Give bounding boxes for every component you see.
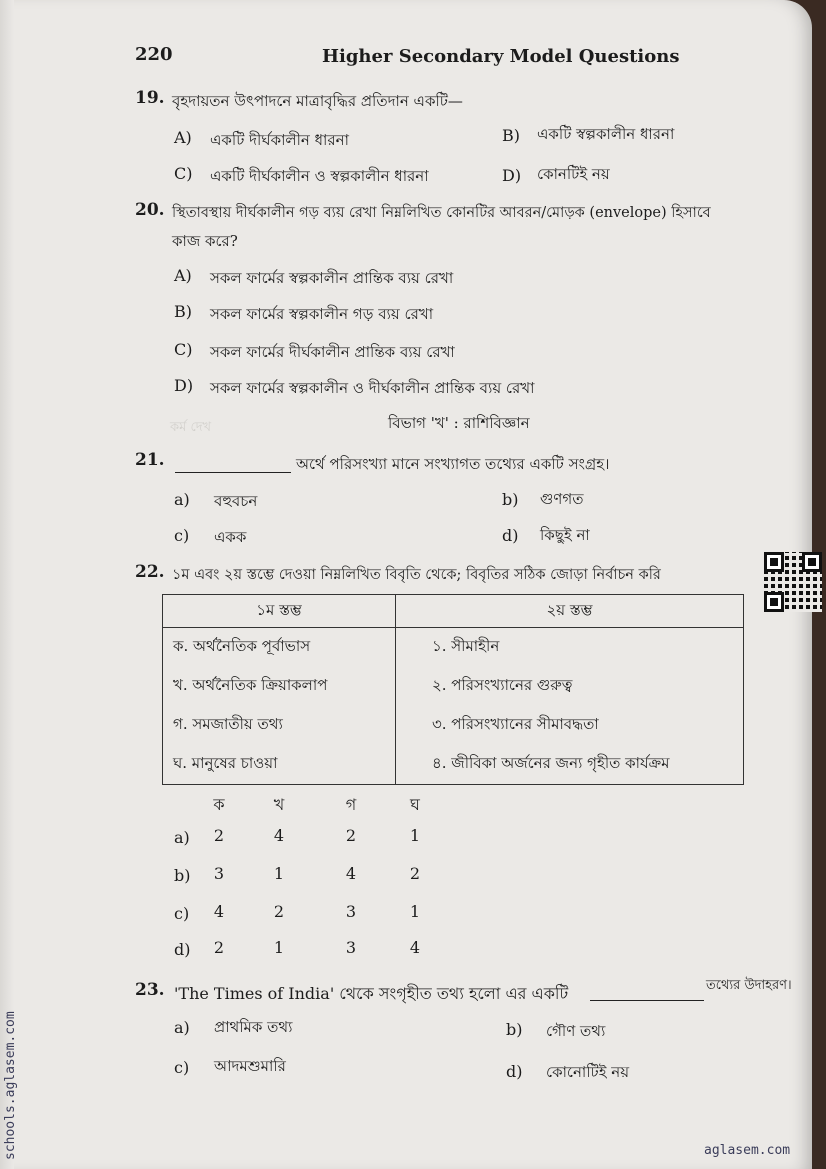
option-text: একটি দীর্ঘকালীন ধারনা xyxy=(210,131,349,149)
question-text: স্থিতাবস্থায় দীর্ঘকালীন গড় ব্যয় রেখা নিম্নলিখিত কোনটির আবরন/মোড়ক (envelope) হিসাবে xyxy=(172,205,711,221)
answer-value: 1 xyxy=(409,902,421,921)
answer-value: 2 xyxy=(213,938,225,957)
question-number: 20. xyxy=(135,200,165,220)
answer-value: 4 xyxy=(273,826,285,845)
answer-value: 4 xyxy=(345,864,357,883)
page-gutter xyxy=(0,0,14,1169)
option-text: গৌণ তথ্য xyxy=(546,1022,606,1040)
option-label: B) xyxy=(174,302,192,321)
option-text: সকল ফার্মের স্বল্পকালীন প্রান্তিক ব্যয় রেখা xyxy=(210,269,454,287)
option-label: d) xyxy=(506,1062,523,1081)
option-label: B) xyxy=(502,126,520,145)
option-text: সকল ফার্মের দীর্ঘকালীন প্রান্তিক ব্যয় রেখা xyxy=(210,343,455,361)
column-header: ২য় স্তম্ভ xyxy=(396,595,744,628)
option-text: গুণগত xyxy=(540,490,584,508)
question-text: কাজ করে? xyxy=(172,232,238,250)
table-cell: ২. পরিসংখ্যানের গুরুত্ব xyxy=(396,667,744,706)
option-label: A) xyxy=(174,266,192,285)
answer-column-header: গ xyxy=(345,795,357,814)
question-text: তথ্যের উদাহরণ। xyxy=(706,978,792,993)
answer-column-header: ক xyxy=(213,795,225,814)
option-label: C) xyxy=(174,340,193,359)
answer-value: 1 xyxy=(273,864,285,883)
question-text: ১ম এবং ২য় স্তম্ভে দেওয়া নিম্নলিখিত বিবৃতি থেকে; বিবৃতির সঠিক জোড়া নির্বাচন করি xyxy=(172,567,661,583)
table-cell: গ. সমজাতীয় তথ্য xyxy=(163,706,396,745)
table-cell: ঘ. মানুষের চাওয়া xyxy=(163,745,396,785)
option-label: c) xyxy=(174,904,190,923)
answer-value: 3 xyxy=(345,902,357,921)
table-cell: খ. অর্থনৈতিক ক্রিয়াকলাপ xyxy=(163,667,396,706)
table-cell: ১. সীমাহীন xyxy=(396,628,744,668)
page-number: 220 xyxy=(135,44,173,65)
answer-value: 1 xyxy=(273,938,285,957)
option-label: D) xyxy=(502,166,522,185)
table-cell: ৪. জীবিকা অর্জনের জন্য গৃহীত কার্যক্রম xyxy=(396,745,744,785)
table-row xyxy=(163,745,744,785)
answer-value: 2 xyxy=(409,864,421,883)
option-text: বহুবচন xyxy=(214,492,258,510)
option-label: a) xyxy=(174,1018,190,1037)
question-number: 21. xyxy=(135,450,165,470)
option-text: কিছুই না xyxy=(540,526,590,544)
option-label: b) xyxy=(174,866,191,885)
option-label: b) xyxy=(506,1020,523,1039)
option-label: d) xyxy=(174,940,191,959)
table-cell: ৩. পরিসংখ্যানের সীমাবদ্ধতা xyxy=(396,706,744,745)
option-label: a) xyxy=(174,490,190,509)
watermark-bottom: aglasem.com xyxy=(704,1143,791,1158)
answer-value: 2 xyxy=(213,826,225,845)
option-label: C) xyxy=(174,164,193,183)
column-header: ১ম স্তম্ভ xyxy=(163,595,396,628)
option-text: কোনোটিই নয় xyxy=(546,1063,630,1081)
table-header-row xyxy=(163,595,744,628)
answer-value: 2 xyxy=(345,826,357,845)
fill-blank xyxy=(175,452,291,472)
table-row xyxy=(163,706,744,745)
option-label: c) xyxy=(174,526,190,545)
option-text: প্রাথমিক তথ্য xyxy=(214,1018,293,1036)
answer-value: 4 xyxy=(213,902,225,921)
option-text: একটি স্বল্পকালীন ধারনা xyxy=(537,125,675,143)
option-label: b) xyxy=(502,490,519,509)
table-row xyxy=(163,628,744,668)
answer-value: 3 xyxy=(345,938,357,957)
option-text: সকল ফার্মের স্বল্পকালীন ও দীর্ঘকালীন প্রান্তিক ব্যয় রেখা xyxy=(210,379,535,397)
running-header: Higher Secondary Model Questions xyxy=(322,46,680,67)
option-text: কোনটিই নয় xyxy=(537,165,610,183)
table-cell: ক. অর্থনৈতিক পূর্বাভাস xyxy=(163,628,396,668)
answer-column-header: খ xyxy=(273,795,285,814)
option-label: A) xyxy=(174,128,192,147)
option-text: একটি দীর্ঘকালীন ও স্বল্পকালীন ধারনা xyxy=(210,167,429,185)
option-label: a) xyxy=(174,828,190,847)
table-row xyxy=(163,667,744,706)
option-text: একক xyxy=(214,528,247,546)
answer-value: 3 xyxy=(213,864,225,883)
qr-code-icon[interactable] xyxy=(764,552,822,612)
question-text: 'The Times of India' থেকে সংগৃহীত তথ্য হলো এর একটি xyxy=(174,984,569,1003)
option-label: D) xyxy=(174,376,194,395)
option-text: আদমশুমারি xyxy=(214,1057,286,1075)
question-number: 22. xyxy=(135,562,165,582)
option-text: সকল ফার্মের স্বল্পকালীন গড় ব্যয় রেখা xyxy=(210,305,434,323)
bleed-through-text: কর্ম দেখ xyxy=(170,420,212,435)
answer-column-header: ঘ xyxy=(410,795,420,814)
question-number: 23. xyxy=(135,980,165,1000)
answer-value: 1 xyxy=(409,826,421,845)
question-number: 19. xyxy=(135,88,165,108)
question-text: অর্থে পরিসংখ্যা মানে সংখ্যাগত তথ্যের একটি সংগ্রহ। xyxy=(296,455,610,473)
fill-blank xyxy=(590,980,704,1000)
section-heading: বিভাগ 'খ' : রাশিবিজ্ঞান xyxy=(388,414,530,432)
option-label: c) xyxy=(174,1058,190,1077)
answer-value: 4 xyxy=(409,938,421,957)
answer-value: 2 xyxy=(273,902,285,921)
matching-table xyxy=(162,594,744,785)
watermark-side: schools.aglasem.com xyxy=(3,1011,18,1160)
question-text: বৃহদায়তন উৎপাদনে মাত্রাবৃদ্ধির প্রতিদান একটি— xyxy=(172,92,463,110)
option-label: d) xyxy=(502,526,519,545)
